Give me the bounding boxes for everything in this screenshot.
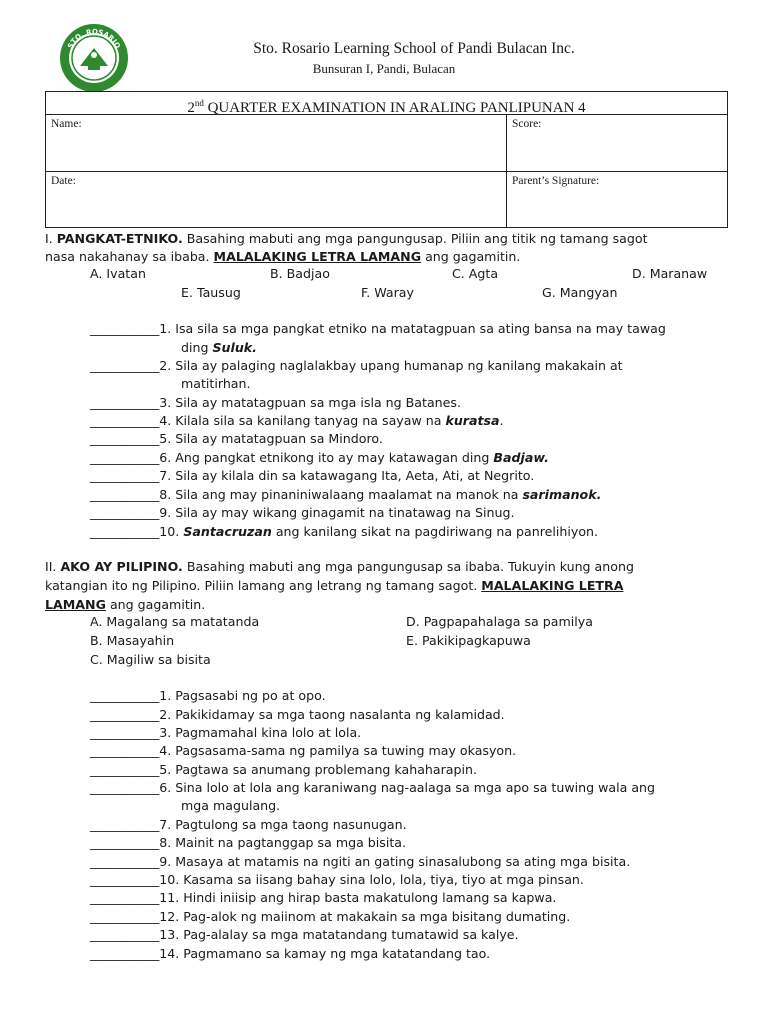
exam-title: 2nd QUARTER EXAMINATION IN ARALING PANLIPUNAN 4 — [46, 92, 727, 115]
section1-instructions-line1: I. PANGKAT-ETNIKO. Basahing mabuti ang mga pangungusap. Piliin ang titik ng tamang sagot — [45, 231, 648, 246]
answer-blank[interactable]: ___________ — [90, 927, 160, 942]
question-item: ___________6. Sina lolo at lola ang karaniwang nag-aalaga sa mga apo sa tuwing wala ang — [90, 780, 656, 795]
answer-blank[interactable]: ___________ — [90, 358, 160, 373]
choice-c: C. Agta — [452, 266, 499, 281]
answer-blank[interactable]: ___________ — [90, 688, 160, 703]
trait-choice-e: E. Pakikipagkapuwa — [406, 633, 531, 648]
answer-blank[interactable]: ___________ — [90, 524, 160, 539]
question-item: ___________10. Kasama sa iisang bahay sina lolo, lola, tiya, tiyo at mga pinsan. — [90, 872, 584, 887]
trait-choice-a: A. Magalang sa matatanda — [90, 614, 260, 629]
answer-blank[interactable]: ___________ — [90, 413, 160, 428]
question-item: ___________8. Mainit na pagtanggap sa mga bisita. — [90, 835, 407, 850]
question-item: ___________5. Sila ay matatagpuan sa Mindoro. — [90, 431, 383, 446]
question-item: ___________11. Hindi iniisip ang hirap basta makatulong lamang sa kapwa. — [90, 890, 557, 905]
section2-instructions-line1: II. AKO AY PILIPINO. Basahing mabuti ang mga pangungusap sa ibaba. Tukuyin kung anong — [45, 559, 634, 574]
date-field[interactable]: Date: — [46, 172, 507, 228]
question-item-continuation: mga magulang. — [181, 798, 281, 813]
question-item: ___________2. Pakikidamay sa mga taong nasalanta ng kalamidad. — [90, 707, 505, 722]
school-address: Bunsuran I, Pandi, Bulacan — [312, 61, 456, 76]
question-item-continuation: matitirhan. — [181, 376, 251, 391]
choice-b: B. Badjao — [270, 266, 330, 281]
question-item: ___________6. Ang pangkat etnikong ito ay may katawagan ding Badjaw. — [90, 450, 549, 465]
school-name: Sto. Rosario Learning School of Pandi Bulacan Inc. — [253, 40, 575, 57]
answer-blank[interactable]: ___________ — [90, 505, 160, 520]
answer-blank[interactable]: ___________ — [90, 854, 160, 869]
section2-instructions-line2: katangian ito ng Pilipino. Piliin lamang ang letrang ng tamang sagot. MALALAKING LETRA — [45, 578, 624, 593]
question-item: ___________1. Isa sila sa mga pangkat etniko na matatagpuan sa ating bansa na may tawag — [90, 321, 666, 336]
question-item: ___________14. Pagmamano sa kamay ng mga katatandang tao. — [90, 946, 491, 961]
choice-g: G. Mangyan — [542, 285, 618, 300]
answer-blank[interactable]: ___________ — [90, 946, 160, 961]
question-item: ___________1. Pagsasabi ng po at opo. — [90, 688, 326, 703]
section1-instructions-line2: nasa nakahanay sa ibaba. MALALAKING LETRA LAMANG ang gagamitin. — [45, 249, 521, 264]
logo-text: STO. ROSARIO — [66, 27, 122, 50]
choice-f: F. Waray — [361, 285, 414, 300]
answer-blank[interactable]: ___________ — [90, 321, 160, 336]
trait-choice-b: B. Masayahin — [90, 633, 175, 648]
question-item: ___________3. Pagmamahal kina lolo at lola. — [90, 725, 362, 740]
answer-blank[interactable]: ___________ — [90, 431, 160, 446]
answer-blank[interactable]: ___________ — [90, 909, 160, 924]
question-item-continuation: ding Suluk. — [181, 340, 257, 355]
question-item: ___________8. Sila ang may pinaniniwalaang maalamat na manok na sarimanok. — [90, 487, 602, 502]
question-item: ___________10. Santacruzan ang kanilang sikat na pagdiriwang na panrelihiyon. — [90, 524, 599, 539]
answer-blank[interactable]: ___________ — [90, 725, 160, 740]
choice-a: A. Ivatan — [90, 266, 146, 281]
answer-blank[interactable]: ___________ — [90, 468, 160, 483]
answer-blank[interactable]: ___________ — [90, 395, 160, 410]
school-logo — [58, 22, 130, 94]
trait-choice-d: D. Pagpapahalaga sa pamilya — [406, 614, 593, 629]
question-item: ___________9. Sila ay may wikang ginagamit na tinatawag na Sinug. — [90, 505, 515, 520]
answer-blank[interactable]: ___________ — [90, 743, 160, 758]
answer-blank[interactable]: ___________ — [90, 450, 160, 465]
choice-e: E. Tausug — [181, 285, 241, 300]
answer-blank[interactable]: ___________ — [90, 707, 160, 722]
question-item: ___________7. Sila ay kilala din sa katawagang Ita, Aeta, Ati, at Negrito. — [90, 468, 535, 483]
section2-instructions-line3: LAMANG ang gagamitin. — [45, 597, 206, 612]
question-item: ___________9. Masaya at matamis na ngiti an gating sinasalubong sa ating mga bisita. — [90, 854, 631, 869]
question-item: ___________3. Sila ay matatagpuan sa mga isla ng Batanes. — [90, 395, 461, 410]
exam-header-table — [45, 91, 728, 228]
name-field[interactable]: Name: — [46, 115, 507, 171]
question-item: ___________4. Kilala sila sa kanilang tanyag na sayaw na kuratsa. — [90, 413, 504, 428]
answer-blank[interactable]: ___________ — [90, 835, 160, 850]
answer-blank[interactable]: ___________ — [90, 762, 160, 777]
answer-blank[interactable]: ___________ — [90, 780, 160, 795]
score-field[interactable]: Score: — [512, 118, 542, 130]
answer-blank[interactable]: ___________ — [90, 872, 160, 887]
question-item: ___________7. Pagtulong sa mga taong nasunugan. — [90, 817, 407, 832]
answer-blank[interactable]: ___________ — [90, 487, 160, 502]
choice-d: D. Maranaw — [632, 266, 708, 281]
question-item: ___________13. Pag-alalay sa mga matatandang tumatawid sa kalye. — [90, 927, 519, 942]
parent-signature-field[interactable]: Parent’s Signature: — [512, 175, 600, 187]
trait-choice-c: C. Magiliw sa bisita — [90, 652, 211, 667]
answer-blank[interactable]: ___________ — [90, 817, 160, 832]
question-item: ___________5. Pagtawa sa anumang problemang kahaharapin. — [90, 762, 477, 777]
question-item: ___________4. Pagsasama-sama ng pamilya sa tuwing may okasyon. — [90, 743, 517, 758]
question-item: ___________2. Sila ay palaging naglalakbay upang humanap ng kanilang makakain at — [90, 358, 623, 373]
question-item: ___________12. Pag-alok ng maiinom at makakain sa mga bisitang dumating. — [90, 909, 571, 924]
answer-blank[interactable]: ___________ — [90, 890, 160, 905]
